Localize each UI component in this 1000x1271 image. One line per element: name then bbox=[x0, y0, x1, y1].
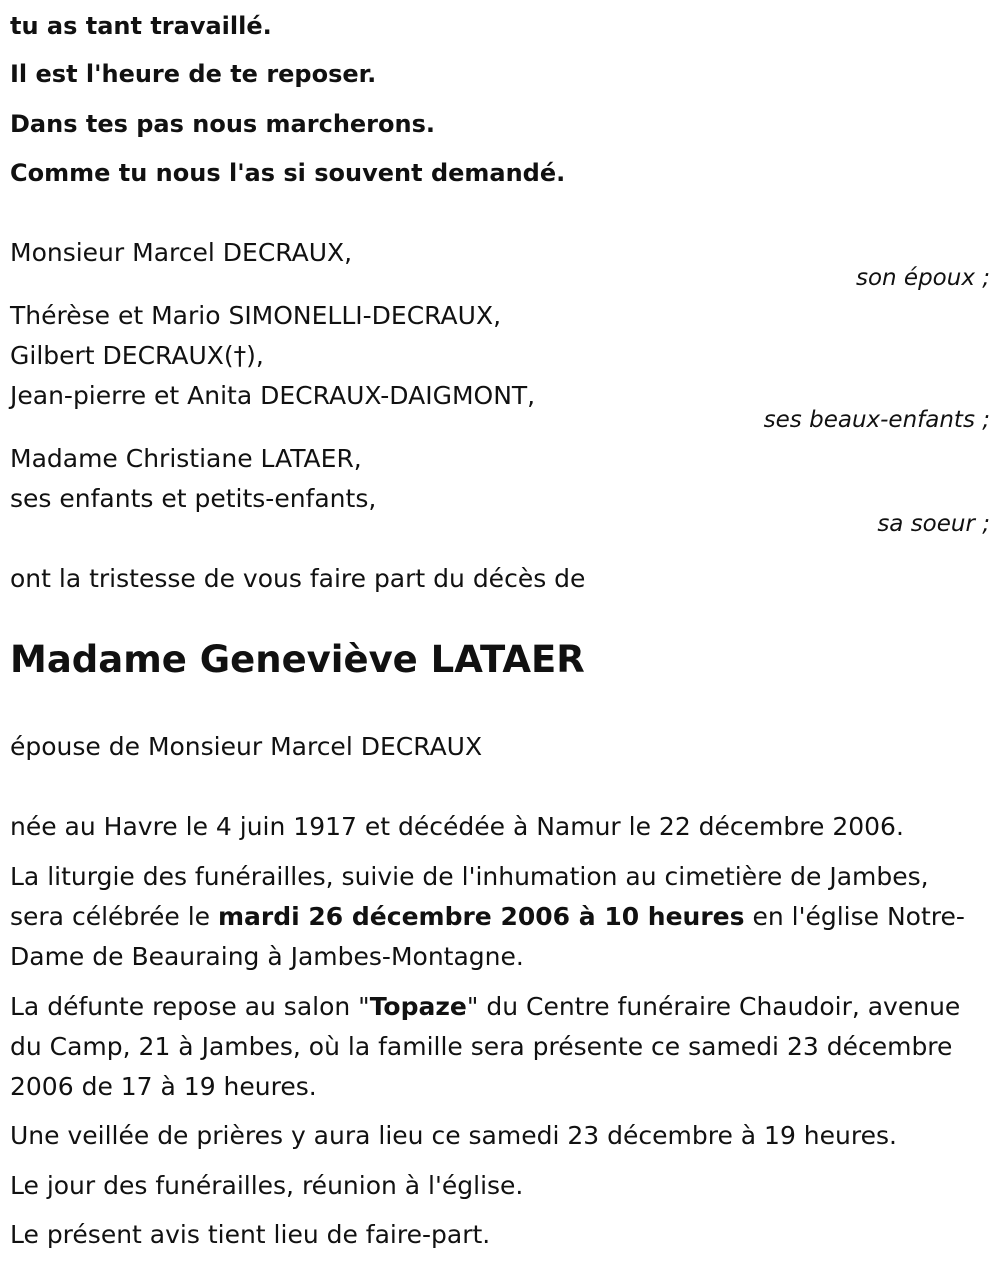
family-stepchildren-role: ses beaux-enfants ; bbox=[763, 407, 990, 433]
salon-room: Topaze bbox=[369, 992, 467, 1021]
family-sister-role: sa soeur ; bbox=[877, 511, 990, 537]
obituary-notice bbox=[10, 0, 990, 1271]
poem-line-2: Il est l'heure de te reposer. bbox=[10, 60, 377, 88]
reunion-text: Le jour des funérailles, réunion à l'église. bbox=[10, 1171, 524, 1200]
family-stepchild-3: Jean-pierre et Anita DECRAUX-DAIGMONT, bbox=[10, 381, 536, 410]
funeral-paragraph bbox=[10, 857, 990, 977]
salon-rest: " du Centre funéraire Chaudoir, avenue du Camp, 21 à Jambes, où la famille sera présente ce samedi 23 décembre 2006 de 17 à 19 heures. bbox=[10, 992, 961, 1101]
family-spouse-role: son époux ; bbox=[855, 265, 990, 291]
notice-text: Le présent avis tient lieu de faire-part. bbox=[10, 1220, 491, 1249]
spouse-of-text: épouse de Monsieur Marcel DECRAUX bbox=[10, 732, 483, 761]
poem-line-4: Comme tu nous l'as si souvent demandé. bbox=[10, 159, 566, 187]
family-stepchild-2: Gilbert DECRAUX(†), bbox=[10, 341, 264, 370]
poem-line-1: tu as tant travaillé. bbox=[10, 12, 272, 40]
poem-line-3: Dans tes pas nous marcherons. bbox=[10, 110, 435, 138]
deceased-name: Madame Geneviève LATAER bbox=[10, 638, 585, 681]
salon-intro: La défunte repose au salon " bbox=[10, 992, 370, 1021]
announcement-text: ont la tristesse de vous faire part du décès de bbox=[10, 564, 586, 593]
vigil-text: Une veillée de prières y aura lieu ce samedi 23 décembre à 19 heures. bbox=[10, 1121, 897, 1150]
salon-paragraph bbox=[10, 987, 990, 1107]
family-stepchild-1: Thérèse et Mario SIMONELLI-DECRAUX, bbox=[10, 301, 502, 330]
birth-death-text: née au Havre le 4 juin 1917 et décédée à Namur le 22 décembre 2006. bbox=[10, 812, 904, 841]
family-spouse-name: Monsieur Marcel DECRAUX, bbox=[10, 238, 353, 267]
funeral-datetime: mardi 26 décembre 2006 à 10 heures bbox=[217, 902, 745, 931]
family-sister-2: ses enfants et petits-enfants, bbox=[10, 484, 377, 513]
family-sister-1: Madame Christiane LATAER, bbox=[10, 444, 362, 473]
funeral-intro: La liturgie des funérailles, suivie de l'inhumation au cimetière de Jambes, sera célébrée le bbox=[10, 862, 929, 931]
funeral-rest: en l'église Notre-Dame de Beauraing à Jambes-Montagne. bbox=[10, 902, 965, 971]
